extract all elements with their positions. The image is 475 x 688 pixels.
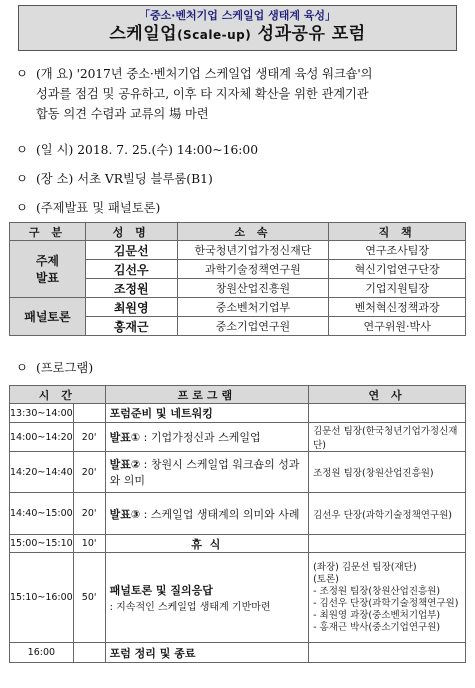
table-row [10,553,466,643]
speaker-line: (좌장) 김문선 팀장(재단) [313,561,417,573]
row-speaker: 김선우 단장(과학기술정책연구원) [309,493,466,535]
overview-line-1: '2017년 중소·벤처기업 스케일업 생태계 육성 워크숍'의 [76,67,373,81]
row-program [105,493,309,535]
panel-table [9,222,466,336]
row-duration: 20' [73,452,105,493]
table-header-row [10,223,466,241]
person-name: 김문선 [85,241,177,260]
table-row [10,535,466,553]
program-table [9,385,466,663]
row-duration: 50' [73,553,105,643]
program-desc: : 지속적인 스케일업 생태계 기반마련 [109,602,271,613]
bullet-icon: ㅇ [16,361,28,375]
row-time: 15:10~16:00 [10,553,74,643]
header-position: 직 책 [329,223,466,241]
row-duration [73,404,105,423]
header-affiliation: 소 속 [177,223,329,241]
row-speaker [309,404,466,423]
overview-line-2: 성과를 점검 및 공유하고, 이후 타 지자체 확산을 위한 관계기관 [36,87,369,101]
person-org: 한국청년기업가정신재단 [177,241,329,260]
row-program [105,452,309,493]
person-title: 벤처혁신정책과장 [329,298,466,317]
group-topic-presentation [10,241,86,298]
program-heading [16,358,466,378]
row-speaker: 조정원 팀장(창원산업진흥원) [309,452,466,493]
table-row [10,298,466,317]
bullet-icon: ㅇ [16,67,28,81]
person-org: 창원산업진흥원 [177,279,329,298]
person-name: 최원영 [85,298,177,317]
program-desc: : 기업가정신과 스케일업 [140,431,261,444]
title-rest-text: 성과공유 포럼 [257,24,366,44]
program-title: 발표① [109,431,141,444]
row-duration: 20' [73,493,105,535]
table-row [10,643,466,663]
table-row [10,493,466,535]
row-time: 14:00~14:20 [10,423,74,452]
panel-heading [16,198,466,218]
datetime-value: 2018. 7. 25.(수) 14:00~16:00 [77,143,259,157]
person-title: 연구위원·박사 [329,317,466,336]
row-time: 14:40~15:00 [10,493,74,535]
speaker-line: - 김선우 단장(과학기술정책연구원) [313,597,459,609]
program-title: 휴 식 [191,537,223,551]
title-box [18,5,457,51]
header-name: 성 명 [85,223,177,241]
person-title: 혁신기업연구단장 [329,260,466,279]
row-speaker [309,643,466,663]
row-program [105,404,309,423]
row-duration: 20' [73,423,105,452]
page-title [19,23,456,46]
row-time: 15:00~15:10 [10,535,74,553]
bullet-icon: ㅇ [16,201,28,215]
person-name: 조정원 [85,279,177,298]
header-speaker: 연 사 [309,386,466,404]
table-header-row [10,386,466,404]
program-desc: : 스케일업 생태계의 의미와 사례 [140,507,300,521]
row-program [105,535,309,553]
row-duration: 10' [73,535,105,553]
table-row [10,423,466,452]
row-speaker [309,553,466,643]
row-program [105,643,309,663]
person-name: 김선우 [85,260,177,279]
overview-line-3: 합동 의견 수렴과 교류의 場 마련 [36,107,209,121]
table-row [10,241,466,260]
row-program [105,423,309,452]
panel-heading-label: (주제발표 및 패널토론) [36,201,161,215]
datetime-section [16,140,466,160]
page-subtitle: 「중소·벤처기업 스케일업 생태계 육성」 [138,9,337,22]
speaker-line: - 홍재근 박사(중소기업연구원) [313,621,441,633]
speaker-line: - 조정원 팀장(창원산업진흥원) [313,585,441,597]
program-title: 발표② [109,458,141,471]
program-title: 발표③ [109,507,141,521]
program-title: 패널토론 및 질의응답 [109,584,213,597]
program-desc: : 창원시 스케일업 워크숍의 성과와 의미 [109,458,300,487]
person-org: 중소벤처기업부 [177,298,329,317]
title-paren-text: (Scale-up) [177,28,252,42]
place-section [16,169,466,189]
row-speaker: 김문선 팀장(한국청년기업가정신재단) [309,423,466,452]
title-main-text: 스케일업 [109,24,178,44]
group-panel-discussion: 패널토론 [10,298,86,336]
place-value: 서초 VR빌딩 블루룸(B1) [77,172,213,186]
person-title: 기업지원팀장 [329,279,466,298]
row-time: 13:30~14:00 [10,404,74,423]
table-row [10,452,466,493]
speaker-line: (토론) [313,573,339,585]
person-title: 연구조사팀장 [329,241,466,260]
header-time: 시 간 [10,386,106,404]
person-org: 중소기업연구원 [177,317,329,336]
person-org: 과학기술정책연구원 [177,260,329,279]
place-label: (장 소) [36,172,74,186]
program-title: 포럼 정리 및 종료 [109,646,196,660]
table-row [10,404,466,423]
speaker-line: - 최원영 과장(중소벤처기업부) [313,609,441,621]
row-time: 16:00 [10,643,74,663]
row-speaker [309,535,466,553]
group-topic-label: 주제 발표 [35,254,60,285]
person-name: 홍재근 [85,317,177,336]
row-program [105,553,309,643]
header-program: 프로그램 [105,386,309,404]
row-time: 14:20~14:40 [10,452,74,493]
bullet-icon: ㅇ [16,172,28,186]
bullet-icon: ㅇ [16,143,28,157]
overview-section [16,64,466,124]
datetime-label: (일 시) [36,143,74,157]
program-heading-label: (프로그램) [36,361,94,375]
overview-label: (개 요) [36,67,73,81]
header-category: 구 분 [10,223,86,241]
row-duration [73,643,105,663]
program-title: 포럼준비 및 네트워킹 [109,407,213,420]
